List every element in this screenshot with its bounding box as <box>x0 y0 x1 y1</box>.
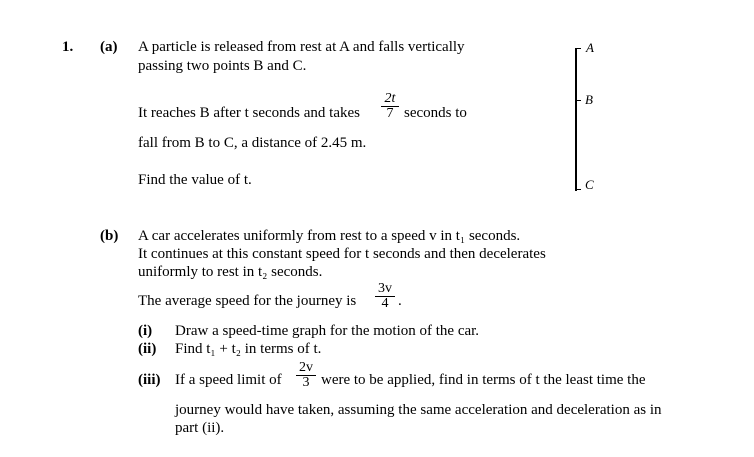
part-b-fraction-numerator: 3v <box>375 282 395 297</box>
part-b-fraction <box>375 282 395 311</box>
part-a-line1: A particle is released from rest at A and falls vertically <box>138 39 465 55</box>
part-b-iii-post: were to be applied, find in terms of t the least time the <box>321 372 646 388</box>
part-a-line2: passing two points B and C. <box>138 58 307 74</box>
tick-b <box>577 100 581 101</box>
part-b-i-label: (i) <box>138 323 153 339</box>
part-b-fraction-denominator: 4 <box>381 296 389 311</box>
part-b-iii-pre: If a speed limit of <box>175 372 282 388</box>
label-b: B <box>585 92 593 107</box>
part-b-ii-label: (ii) <box>138 341 157 357</box>
part-b-line3: uniformly to rest in t₂ seconds. <box>138 264 323 280</box>
part-b-line4-pre: The average speed for the journey is <box>138 293 357 309</box>
part-a-line3-post: seconds to <box>404 105 467 121</box>
tick-a <box>577 48 581 49</box>
part-b-label: (b) <box>100 228 119 244</box>
part-b-iii-line2: journey would have taken, assuming the same acceleration and deceleration as in <box>175 402 662 418</box>
part-b-iii-line3: part (ii). <box>175 420 225 436</box>
part-a-fraction-numerator: 2t <box>381 92 399 107</box>
part-a-label: (a) <box>100 39 118 55</box>
question-number: 1. <box>62 39 74 55</box>
part-a-line3-pre: It reaches B after t seconds and takes <box>138 105 360 121</box>
part-b-line4-post: . <box>398 293 402 309</box>
part-b-iii-fraction-numerator: 2v <box>296 361 316 376</box>
part-a-fraction <box>381 92 399 121</box>
part-b-iii-fraction <box>296 361 316 390</box>
part-a-line5: Find the value of t. <box>138 172 252 188</box>
part-a-line4: fall from B to C, a distance of 2.45 m. <box>138 135 367 151</box>
tick-c <box>577 189 581 190</box>
label-c: C <box>585 177 594 192</box>
part-a-fraction-denominator: 7 <box>386 106 394 121</box>
part-b-ii-text: Find t₁ + t₂ in terms of t. <box>175 341 322 357</box>
part-b-iii-fraction-denominator: 3 <box>302 375 310 390</box>
part-b-iii-label: (iii) <box>138 372 161 388</box>
part-b-line1: A car accelerates uniformly from rest to a speed v in t₁ seconds. <box>138 228 521 244</box>
part-b-i-text: Draw a speed-time graph for the motion of the car. <box>175 323 480 339</box>
label-a: A <box>586 40 594 55</box>
part-b-line2: It continues at this constant speed for t seconds and then decelerates <box>138 246 546 262</box>
vertical-line <box>575 48 577 191</box>
